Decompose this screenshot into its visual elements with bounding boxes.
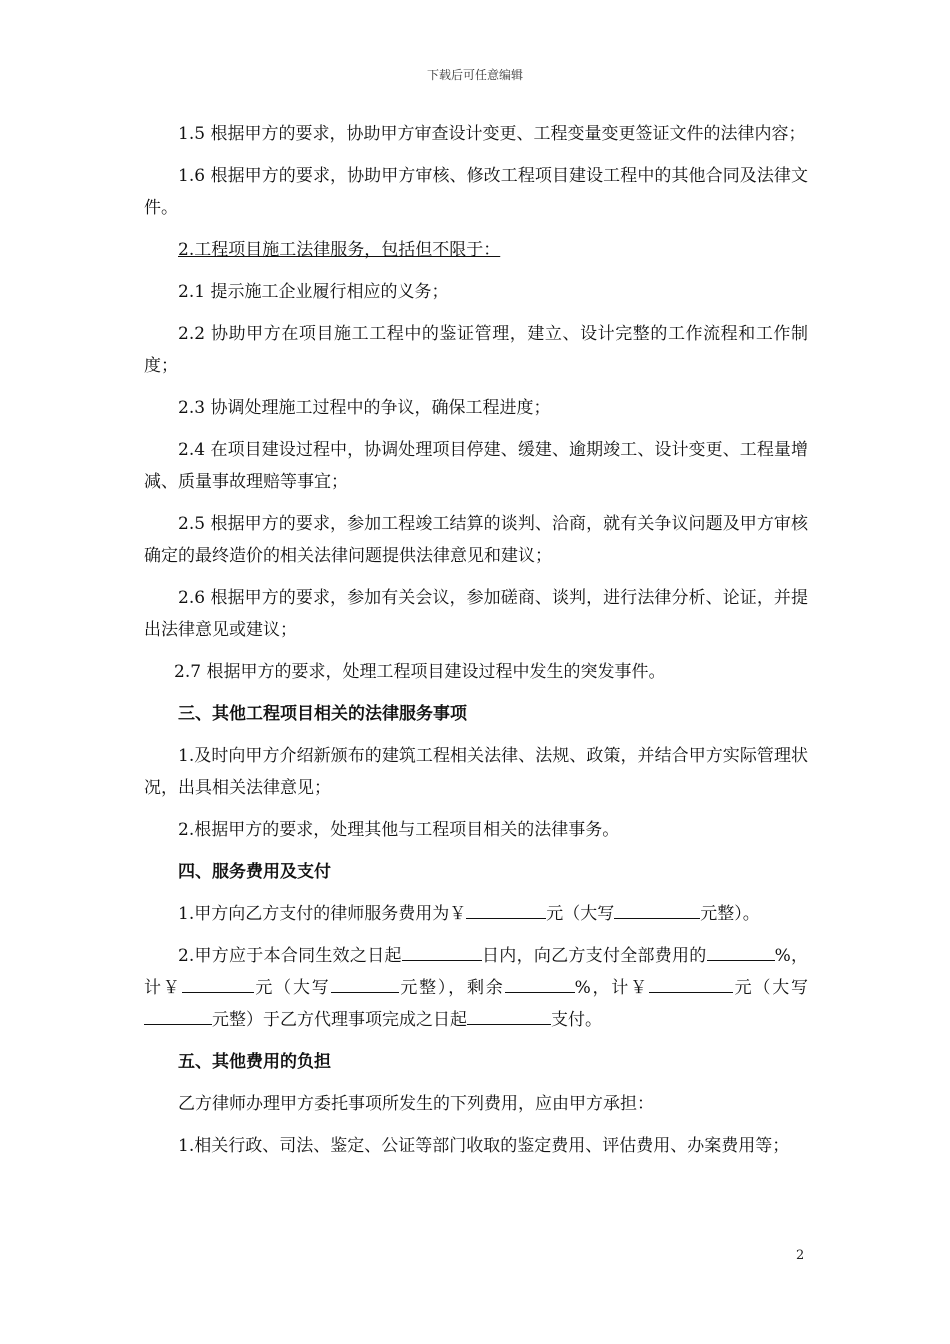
clause-4-2-text-g: 元（大写 xyxy=(732,978,809,998)
document-body xyxy=(144,118,808,1172)
page-number: 2 xyxy=(796,1248,805,1263)
amount-words-blank-1 xyxy=(331,976,399,993)
clause-2-7: 2.7 根据甲方的要求，处理工程项目建设过程中发生的突发事件。 xyxy=(174,662,666,682)
clause-4-2-text-i: 支付。 xyxy=(551,1010,602,1030)
section-5-heading: 五、其他费用的负担 xyxy=(178,1052,331,1072)
clause-4-2-text-f: %，计￥ xyxy=(574,978,649,998)
clause-4-2-text-c: %，计￥ xyxy=(144,946,809,998)
amount-words-blank-2 xyxy=(144,1008,212,1025)
clause-2-6: 2.6 根据甲方的要求，参加有关会议，参加磋商、谈判，进行法律分析、论证，并提出法律意见或建议； xyxy=(144,588,808,640)
days-blank xyxy=(402,944,482,961)
fee-amount-blank xyxy=(466,902,546,919)
amount-blank-1 xyxy=(182,976,254,993)
clause-2-5: 2.5 根据甲方的要求，参加工程竣工结算的谈判、洽商，就有关争议问题及甲方审核确定的最终造价的相关法律问题提供法律意见和建议； xyxy=(144,514,808,566)
clause-4-2-text-b: 日内，向乙方支付全部费用的 xyxy=(481,946,707,966)
clause-2-3: 2.3 协调处理施工过程中的争议，确保工程进度； xyxy=(178,398,551,418)
clause-2-4: 2.4 在项目建设过程中，协调处理项目停建、缓建、逾期竣工、设计变更、工程量增减、质量事故理赔等事宜； xyxy=(144,440,808,492)
clause-2-2: 2.2 协助甲方在项目施工工程中的鉴证管理，建立、设计完整的工作流程和工作制度； xyxy=(144,324,808,376)
clause-2-1: 2.1 提示施工企业履行相应的义务； xyxy=(178,282,449,302)
clause-4-2-text-e: 元整），剩余 xyxy=(398,978,505,998)
clause-4-2-text-h: 元整）于乙方代理事项完成之日起 xyxy=(212,1010,467,1030)
amount-blank-2 xyxy=(649,976,733,993)
clause-4-1-text-c: 元整）。 xyxy=(700,904,760,924)
percent-blank-2 xyxy=(505,976,575,993)
clause-5-1: 1.相关行政、司法、鉴定、公证等部门收取的鉴定费用、评估费用、办案费用等； xyxy=(178,1136,790,1156)
section-4-heading: 四、服务费用及支付 xyxy=(178,862,331,882)
fee-amount-words-blank xyxy=(614,902,700,919)
clause-1-6: 1.6 根据甲方的要求，协助甲方审核、修改工程项目建设工程中的其他合同及法律文件。 xyxy=(144,166,808,218)
clause-2-underlined: 2.工程项目施工法律服务，包括但不限于： xyxy=(178,240,501,260)
clause-5-intro: 乙方律师办理甲方委托事项所发生的下列费用，应由甲方承担： xyxy=(178,1094,654,1114)
clause-4-2 xyxy=(144,940,808,1036)
clause-4-2-text-a: 2.甲方应于本合同生效之日起 xyxy=(178,946,402,966)
clause-4-1-text-a: 1.甲方向乙方支付的律师服务费用为￥ xyxy=(178,904,467,924)
clause-2-heading xyxy=(144,234,808,266)
clause-1-5: 1.5 根据甲方的要求，协助甲方审查设计变更、工程变量变更签证文件的法律内容； xyxy=(178,124,806,144)
completion-days-blank xyxy=(467,1008,551,1025)
clause-4-2-text-d: 元（大写 xyxy=(253,978,331,998)
clause-4-1 xyxy=(144,898,808,930)
clause-4-1-text-b: 元（大写 xyxy=(546,904,615,924)
section-3-heading: 三、其他工程项目相关的法律服务事项 xyxy=(178,704,467,724)
percent-blank-1 xyxy=(707,944,775,961)
clause-3-2: 2.根据甲方的要求，处理其他与工程项目相关的法律事务。 xyxy=(178,820,620,840)
page-header: 下载后可任意编辑 xyxy=(426,68,523,82)
clause-3-1: 1.及时向甲方介绍新颁布的建筑工程相关法律、法规、政策，并结合甲方实际管理状况，出具相关法律意见； xyxy=(144,746,808,798)
